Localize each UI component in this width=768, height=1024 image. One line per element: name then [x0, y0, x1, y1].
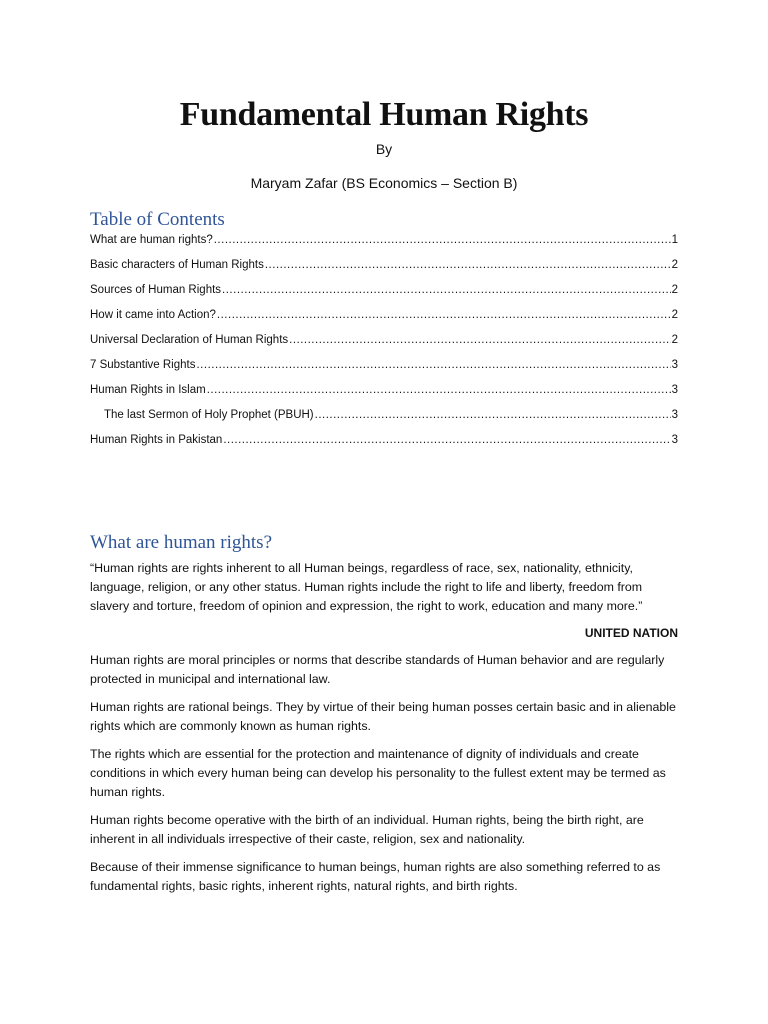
toc-leader-dots	[222, 283, 671, 297]
body-paragraph: Human rights are moral principles or norms that describe standards of Human behavior and are regularly protected in municipal and international law.	[90, 653, 665, 686]
toc-entry-page: 3	[671, 359, 678, 371]
document-title: Fundamental Human Rights	[179, 96, 589, 133]
toc-entry[interactable]	[90, 433, 678, 458]
table-of-contents	[90, 233, 678, 458]
toc-entry-label: Human Rights in Pakistan	[90, 434, 223, 446]
toc-entry[interactable]	[90, 358, 678, 383]
toc-leader-dots	[265, 258, 671, 272]
toc-entry-page: 2	[671, 284, 678, 296]
toc-leader-dots	[207, 383, 671, 397]
toc-entry-page: 3	[671, 384, 678, 396]
body-paragraph: Human rights become operative with the birth of an individual. Human rights, being the birth right, are inherent in all individuals irrespective of their caste, religion, sex and nationality.	[90, 813, 644, 846]
toc-leader-dots	[214, 233, 671, 247]
toc-entry-label: Universal Declaration of Human Rights	[90, 334, 289, 346]
author-line: Maryam Zafar (BS Economics – Section B)	[250, 175, 518, 191]
toc-leader-dots	[315, 408, 671, 422]
toc-leader-dots	[289, 333, 670, 347]
toc-entry[interactable]	[90, 333, 678, 358]
body-paragraph: Human rights are rational beings. They by virtue of their being human posses certain basic and in alienable rights which are commonly known as human rights.	[90, 700, 676, 733]
section-heading: What are human rights?	[90, 532, 273, 553]
definition-quote: “Human rights are rights inherent to all Human beings, regardless of race, sex, nationality, ethnicity, language, religion, or any other status. Human rights include the right to life and liberty, freedom from slavery and torture, freedom of opinion and expression, the right to work, education and many more.”	[90, 561, 643, 613]
toc-entry-label: 7 Substantive Rights	[90, 359, 196, 371]
toc-leader-dots	[196, 358, 670, 372]
toc-heading: Table of Contents	[90, 209, 225, 230]
toc-entry-page: 2	[671, 309, 678, 321]
byline: By	[375, 141, 393, 157]
toc-subentry[interactable]	[90, 408, 678, 433]
toc-entry-page: 3	[671, 409, 678, 421]
toc-entry-page: 3	[671, 434, 678, 446]
body-paragraph: The rights which are essential for the protection and maintenance of dignity of individuals and create conditions in which every human being can develop his personality to the fullest extent may be termed as human rights.	[90, 747, 666, 799]
toc-entry-label: What are human rights?	[90, 234, 213, 246]
toc-entry[interactable]	[90, 258, 678, 283]
toc-entry[interactable]	[90, 233, 678, 258]
toc-entry[interactable]	[90, 383, 678, 408]
toc-entry[interactable]	[90, 308, 678, 333]
toc-entry-label: Human Rights in Islam	[90, 384, 206, 396]
toc-leader-dots	[217, 308, 671, 322]
body-paragraph: Because of their immense significance to human beings, human rights are also something referred to as fundamental rights, basic rights, inherent rights, natural rights, and birth rights.	[90, 860, 661, 893]
quote-attribution: UNITED NATION	[584, 626, 678, 640]
toc-entry-page: 2	[671, 259, 678, 271]
toc-leader-dots	[223, 433, 670, 447]
toc-entry-label: The last Sermon of Holy Prophet (PBUH)	[104, 409, 314, 421]
toc-entry-page: 2	[671, 334, 678, 346]
toc-entry-label: Sources of Human Rights	[90, 284, 222, 296]
toc-entry-page: 1	[671, 234, 678, 246]
toc-entry-label: How it came into Action?	[90, 309, 216, 321]
toc-entry-label: Basic characters of Human Rights	[90, 259, 264, 271]
toc-entry[interactable]	[90, 283, 678, 308]
